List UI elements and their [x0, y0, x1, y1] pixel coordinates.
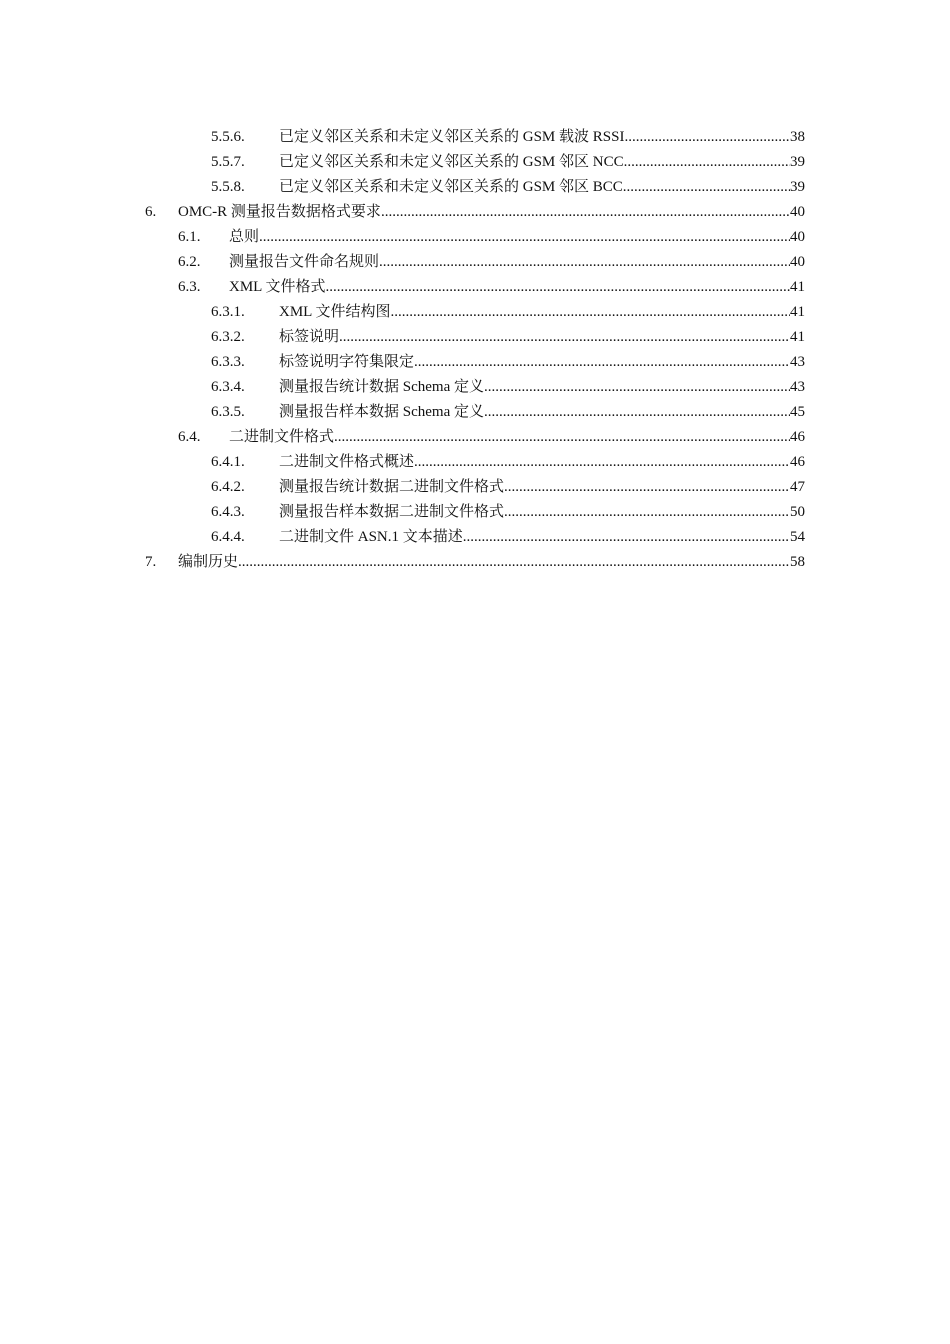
toc-entry[interactable]	[0, 175, 950, 200]
toc-entry-number: 6.3.4.	[211, 379, 245, 395]
toc-entry[interactable]	[0, 450, 950, 475]
toc-leader-dots	[326, 275, 790, 300]
toc-leader-dots	[504, 475, 790, 500]
toc-leader-dots	[391, 300, 790, 325]
toc-entry-title: 测量报告文件命名规则	[229, 254, 380, 270]
toc-entry[interactable]	[0, 475, 950, 500]
toc-entry[interactable]	[0, 300, 950, 325]
toc-entry-page: 39	[790, 154, 805, 170]
toc-leader-dots	[624, 125, 790, 150]
toc-entry-page: 39	[790, 179, 805, 195]
toc-entry-title: XML 文件格式	[229, 279, 326, 295]
toc-entry-number: 6.3.	[178, 279, 201, 295]
toc-entry[interactable]	[0, 200, 950, 225]
toc-entry-title: 测量报告统计数据二进制文件格式	[279, 479, 505, 495]
toc-entry-number: 6.4.	[178, 429, 201, 445]
toc-entry-title: 二进制文件格式	[229, 429, 335, 445]
toc-leader-dots	[379, 250, 790, 275]
toc-leader-dots	[414, 450, 790, 475]
toc-entry-page: 54	[790, 529, 805, 545]
toc-entry[interactable]	[0, 350, 950, 375]
toc-entry[interactable]	[0, 550, 950, 575]
toc-entry-page: 45	[790, 404, 805, 420]
toc-entry-page: 41	[790, 329, 805, 345]
toc-leader-dots	[484, 400, 790, 425]
toc-entry-number: 6.4.2.	[211, 479, 245, 495]
toc-entry-page: 43	[790, 379, 805, 395]
toc-entry-page: 41	[790, 279, 805, 295]
toc-entry[interactable]	[0, 250, 950, 275]
toc-entry[interactable]	[0, 375, 950, 400]
toc-leader-dots	[259, 225, 790, 250]
toc-entry-number: 6.4.4.	[211, 529, 245, 545]
toc-entry-title: 二进制文件格式概述	[279, 454, 415, 470]
toc-entry-page: 40	[790, 229, 805, 245]
toc-entry[interactable]	[0, 275, 950, 300]
toc-entry-number: 6.4.1.	[211, 454, 245, 470]
toc-entry[interactable]	[0, 500, 950, 525]
toc-entry-title: 二进制文件 ASN.1 文本描述	[279, 529, 463, 545]
toc-entry-title: 测量报告样本数据二进制文件格式	[279, 504, 505, 520]
toc-entry-number: 6.4.3.	[211, 504, 245, 520]
toc-entry-number: 6.3.5.	[211, 404, 245, 420]
toc-entry[interactable]	[0, 125, 950, 150]
toc-entry-page: 47	[790, 479, 805, 495]
toc-entry-number: 7.	[145, 554, 157, 570]
toc-entry-page: 38	[790, 129, 805, 145]
toc-leader-dots	[334, 425, 790, 450]
toc-entry-title: 已定义邻区关系和未定义邻区关系的 GSM 邻区 NCC	[279, 154, 624, 170]
toc-leader-dots	[624, 150, 790, 175]
table-of-contents	[0, 125, 950, 575]
toc-entry-title: 编制历史	[178, 554, 239, 570]
toc-leader-dots	[504, 500, 790, 525]
toc-entry-number: 5.5.6.	[211, 129, 245, 145]
toc-entry-page: 43	[790, 354, 805, 370]
toc-entry-title: 测量报告样本数据 Schema 定义	[279, 404, 484, 420]
toc-leader-dots	[463, 525, 790, 550]
toc-entry-number: 5.5.7.	[211, 154, 245, 170]
toc-entry-page: 40	[790, 204, 805, 220]
toc-entry-title: 标签说明	[279, 329, 340, 345]
toc-entry-number: 6.1.	[178, 229, 201, 245]
toc-entry-number: 6.3.3.	[211, 354, 245, 370]
toc-entry[interactable]	[0, 400, 950, 425]
toc-entry-page: 58	[790, 554, 805, 570]
toc-leader-dots	[484, 375, 790, 400]
toc-leader-dots	[414, 350, 790, 375]
toc-entry-page: 46	[790, 429, 805, 445]
toc-entry-number: 5.5.8.	[211, 179, 245, 195]
toc-entry[interactable]	[0, 150, 950, 175]
toc-entry-number: 6.	[145, 204, 157, 220]
toc-entry-page: 50	[790, 504, 805, 520]
toc-entry-number: 6.2.	[178, 254, 201, 270]
toc-entry-page: 41	[790, 304, 805, 320]
toc-leader-dots	[339, 325, 790, 350]
toc-entry-title: 标签说明字符集限定	[279, 354, 415, 370]
toc-entry[interactable]	[0, 525, 950, 550]
toc-entry-page: 40	[790, 254, 805, 270]
toc-entry-number: 6.3.1.	[211, 304, 245, 320]
toc-entry[interactable]	[0, 325, 950, 350]
toc-entry-title: 测量报告统计数据 Schema 定义	[279, 379, 484, 395]
toc-entry-title: 总则	[229, 229, 260, 245]
toc-entry-title: 已定义邻区关系和未定义邻区关系的 GSM 邻区 BCC	[279, 179, 623, 195]
toc-entry-number: 6.3.2.	[211, 329, 245, 345]
toc-leader-dots	[238, 550, 790, 575]
toc-entry-title: 已定义邻区关系和未定义邻区关系的 GSM 载波 RSSI	[279, 129, 625, 145]
toc-leader-dots	[381, 200, 790, 225]
toc-leader-dots	[623, 175, 790, 200]
toc-entry-title: OMC-R 测量报告数据格式要求	[178, 204, 381, 220]
toc-entry[interactable]	[0, 425, 950, 450]
toc-entry[interactable]	[0, 225, 950, 250]
toc-entry-page: 46	[790, 454, 805, 470]
toc-entry-title: XML 文件结构图	[279, 304, 391, 320]
